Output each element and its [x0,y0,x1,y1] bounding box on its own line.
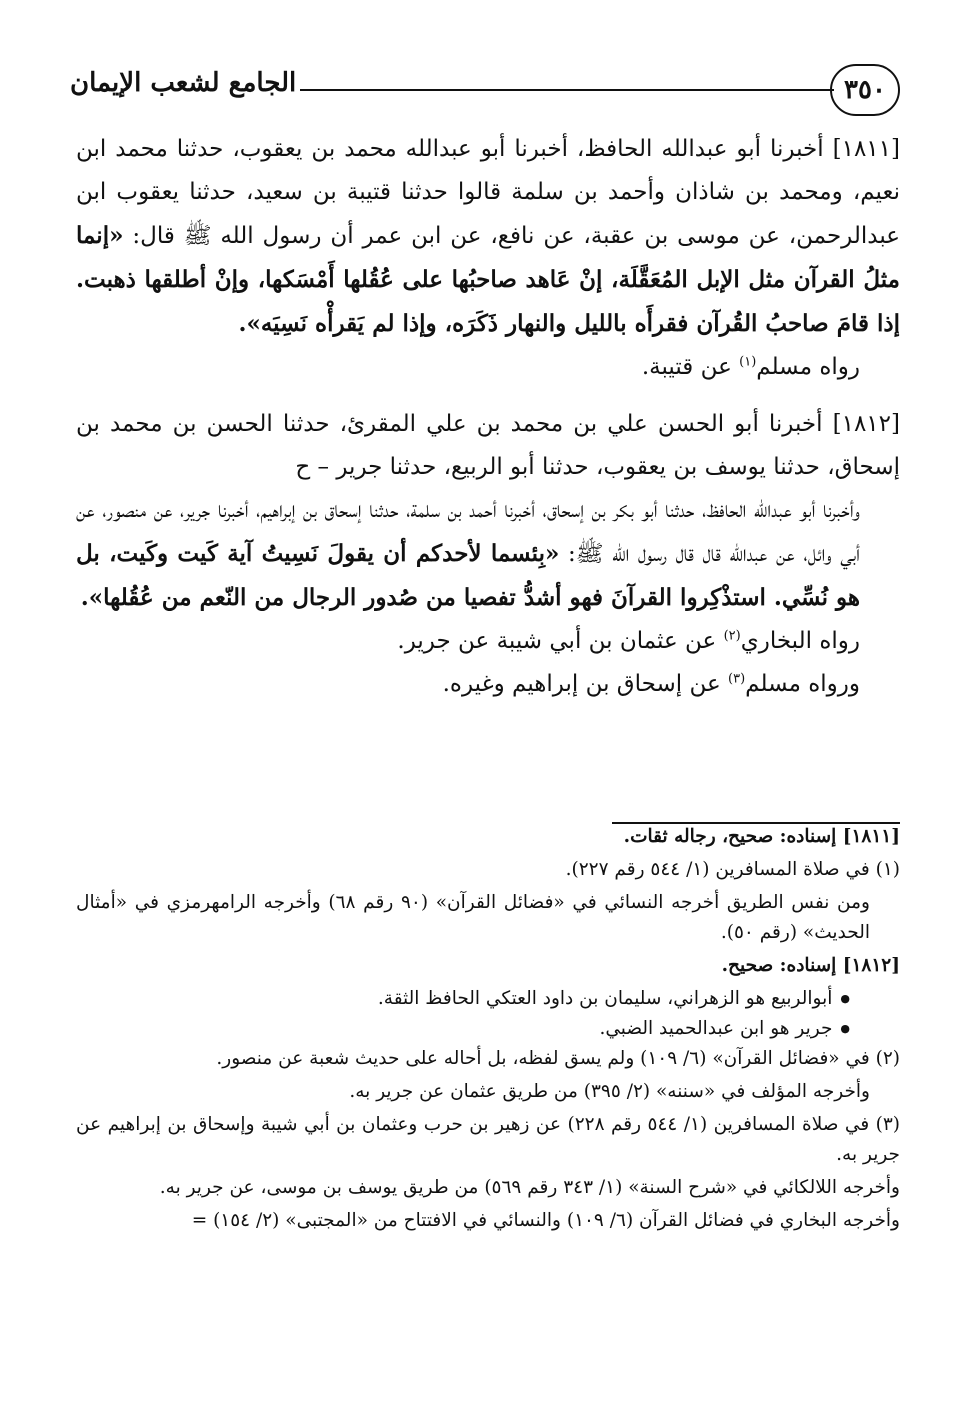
footnote-1: (١) في صلاة المسافرين (١/ ٥٤٤ رقم ٢٢٧). [565,859,900,880]
page-header [70,56,900,126]
isnad: [١٨١١] أخبرنا أبو عبدالله الحافظ، أخبرنا أبو عبدالله محمد بن يعقوب، حدثنا محمد ابن نعيم، ومحمد بن شاذان وأحمد بن سلمة قالوا حدثنا قتيبة بن سعيد، حدثنا يعقوب ابن عبدالرحمن، عن موسى بن عقبة، عن نافع، عن ابن عمر أن رسول الله ﷺ قال: [76,136,900,249]
footnote-3-extra: وأخرجه اللالكائي في «شرح السنة» (١/ ٣٤٣ رقم ٥٦٩) من طريق يوسف بن موسى، عن جرير به. [159,1177,900,1198]
riwaya-text: عن إسحاق بن إبراهيم وغيره. [442,671,729,697]
riwaya-text: عن قتيبة. [641,354,740,380]
footnote-2-extra: وأخرجه المؤلف في «سننه» (٢/ ٣٩٥) من طريق عثمان عن جرير به. [349,1081,870,1102]
riwaya [76,346,900,389]
hadith-text [76,489,900,620]
footnote-2: (٢) في «فضائل القرآن» (٦/ ١٠٩) ولم يسق لفظه، بل أحاله على حديث شعبة عن منصور. [216,1048,900,1069]
riwaya-text: رواه مسلم [756,354,860,380]
hadith-1811 [76,128,900,389]
riwaya-text: ورواه مسلم [745,671,860,697]
footnote-ref[interactable]: (١) [739,354,757,370]
footnote-3: (٣) في صلاة المسافرين (١/ ٥٤٤ رقم ٢٢٨) عن زهير بن حرب وعثمان بن أبي شيبة وإسحاق بن إبراهيم عن جرير به. [76,1114,900,1165]
running-title: الجامع لشعب الإيمان [70,68,297,98]
riwaya-text: عن عثمان بن أبي شيبة عن جرير. [397,628,724,654]
grade-note: [١٨١١] إسناده: صحيح، رجاله ثقات. [623,826,900,847]
footnotes [76,822,900,1239]
riwaya-text: رواه البخاري [740,628,860,654]
isnad: [١٨١٢] أخبرنا أبو الحسن علي بن محمد بن علي المقرئ، حدثنا الحسن بن محمد بن إسحاق، حدثنا يوسف بن يعقوب، حدثنا أبو الربيع، حدثنا جرير – ح [76,411,900,480]
matn: «إنما مثلُ القرآن مثل الإبل المُعَقَّلَة، إنْ عَاهد صاحبُها على عُقُلها أَمْسَكها، وإنْ أطلقها ذهبت. إذا قامَ صاحبُ القُرآن فقرأَه بالليل والنهار ذَكَرَه، وإذا لم يَقرأْه نَسِيَه». [76,222,900,337]
footnote-ref[interactable]: (٣) [728,671,746,687]
main-text [76,128,900,720]
grade-note: [١٨١٢] إسناده: صحيح. [721,955,900,976]
riwaya [76,663,900,706]
isnad: وأخبرنا أبو عبدالله الحافظ، حدثنا أبو بكر بن إسحاق، أخبرنا أحمد بن سلمة، حدثنا إسحاق بن إبراهيم، أخبرنا جرير، عن منصور، عن أبي وائل، عن عبدالله قال قال رسول الله ﷺ: [76,497,861,567]
footnote-1-extra: ومن نفس الطريق أخرجه النسائي في «فضائل القرآن» (٩٠ رقم ٦٨) وأخرجه الرامهرمزي في «أمثال الحديث» (رقم ٥٠). [76,892,870,943]
hadith-1812 [76,403,900,706]
matn: «بِئسما لأحدكم أن يقولَ نَسِيتُ آية كَيت وكَيت، بل هو نُسِّي. استذْكِروا القرآنَ فهو أشدُّ تفصيا من صُدور الرجال من النّعم من عُقُلها». [76,540,860,611]
page-number: ٣٥٠ [830,64,900,116]
note-bullet: ● أبوالربيع هو الزهراني، سليمان بن داود العتكي الحافظ الثقة. [76,984,900,1014]
header-rule [300,89,834,91]
footnote-ref[interactable]: (٢) [723,628,741,644]
hadith-text [76,128,900,346]
footnote-3-extra: وأخرجه البخاري في فضائل القرآن (٦/ ١٠٩) والنسائي في الافتتاح من «المجتبى» (٢/ ١٥٤) = [191,1210,900,1231]
note-bullet: ● جرير هو ابن عبدالحميد الضبي. [76,1014,900,1044]
riwaya [76,620,900,663]
